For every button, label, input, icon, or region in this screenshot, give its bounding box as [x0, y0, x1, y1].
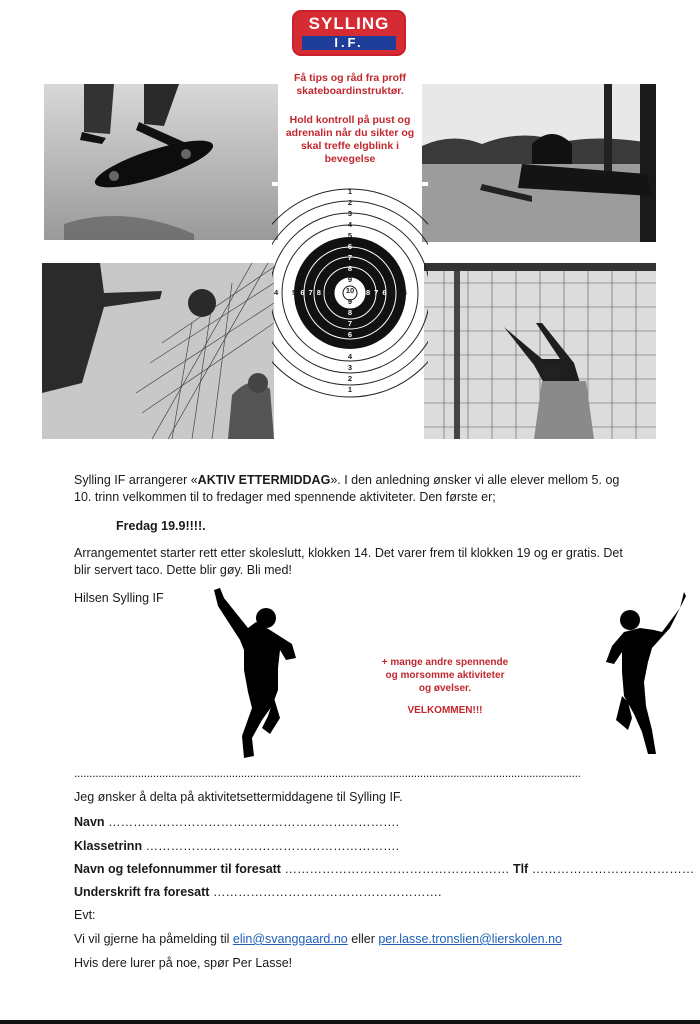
target-number: 4	[347, 352, 353, 361]
target-number: 8	[347, 264, 353, 273]
bottom-divider	[0, 1020, 700, 1024]
target-right-numbers	[366, 288, 407, 297]
extras-line-2: og morsomme aktiviteter	[385, 670, 505, 681]
target-number: 6	[347, 330, 353, 339]
grade-field[interactable]: …………………………………………………….	[145, 839, 400, 853]
signup-middle: eller	[351, 932, 375, 946]
questions-text: Hvis dere lurer på noe, spør Per Lasse!	[74, 956, 293, 970]
name-field[interactable]: …………………………………………………………….	[108, 815, 400, 829]
target-number: 6	[347, 242, 353, 251]
signup-row	[74, 932, 562, 946]
grade-row	[74, 839, 399, 853]
extras-text	[372, 656, 518, 717]
target-number: 10	[345, 286, 355, 295]
grade-label: Klassetrinn	[74, 839, 143, 853]
target-number: 8	[347, 308, 353, 317]
volleyball-photo	[42, 263, 274, 439]
event-name: AKTIV ETTERMIDDAG	[197, 473, 331, 487]
target-number: 9	[347, 297, 353, 306]
target-number: 1	[347, 385, 353, 394]
misc-label: Evt:	[74, 908, 96, 922]
target-number: 7	[347, 319, 353, 328]
target-vertical-numbers	[338, 186, 362, 395]
signature-row	[74, 885, 441, 899]
target-number: 7	[374, 288, 379, 297]
phone-label: Tlf	[512, 862, 529, 876]
target-number: 5	[390, 288, 395, 297]
welcome-text: VELKOMMEN!!!	[407, 705, 483, 716]
name-row	[74, 815, 399, 829]
target-number: 3	[347, 209, 353, 218]
email-link-per-lasse[interactable]: per.lasse.tronslien@lierskolen.no	[378, 932, 562, 946]
intro-suffix: ». I den anledning ønsker vi alle elever mellom 5. og 10. trinn velkommen til to fredager med spennende aktiviteter. Den første er;	[74, 473, 620, 504]
goalkeeper-photo	[424, 263, 656, 439]
logo-bottom-text: I.F.	[334, 35, 364, 50]
target-number: 4	[402, 288, 407, 297]
signature-label: Underskrift fra foresatt	[74, 885, 210, 899]
phone-field[interactable]: …………………………………	[531, 862, 695, 876]
target-number: 5	[292, 288, 297, 297]
intro-prefix: Sylling IF arrangerer «	[74, 473, 198, 487]
target-number: 4	[347, 220, 353, 229]
skateboard-photo	[44, 84, 278, 240]
extras-line-1: + mange andre spennende	[381, 657, 509, 668]
target-number: 6	[382, 288, 387, 297]
promo-shooting-text: Hold kontroll på pust og adrenalin når du sikter og skal treffe elgblink i bevegelse	[285, 114, 415, 165]
form-intro: Jeg ønsker å delta på aktivitetsettermiddagene til Sylling IF.	[74, 790, 403, 804]
event-date: Fredag 19.9!!!!.	[116, 519, 206, 533]
runner-silhouette-left	[208, 588, 300, 760]
target-number: 8	[316, 288, 321, 297]
email-link-elin[interactable]: elin@svanggaard.no	[232, 932, 348, 946]
cut-line: .......................................................................................................................................................................	[74, 766, 581, 780]
guardian-row	[74, 862, 694, 876]
guardian-field[interactable]: ………………………………………………	[284, 862, 510, 876]
details-paragraph: Arrangementet starter rett etter skoleslutt, klokken 14. Det varer frem til klokken 19 og er gratis. Det blir servert taco. Dette blir gøy. Bli med!	[74, 546, 623, 577]
shooting-photo	[422, 84, 656, 242]
promo-skate-text: Få tips og råd fra proff skateboardinstruktør.	[293, 72, 406, 97]
guardian-label: Navn og telefonnummer til foresatt	[74, 862, 281, 876]
extras-line-3: og øvelser.	[418, 683, 472, 694]
target-number: 9	[347, 275, 353, 284]
logo-top-text: SYLLING	[308, 14, 390, 33]
target-number: 7	[347, 253, 353, 262]
sylling-if-logo	[292, 10, 406, 56]
shooting-target	[272, 182, 428, 404]
signup-prefix: Vi vil gjerne ha påmelding til	[74, 932, 230, 946]
target-number: 2	[347, 374, 353, 383]
intro-paragraph	[74, 472, 634, 506]
target-number: 8	[366, 288, 371, 297]
greeting: Hilsen Sylling IF	[74, 591, 164, 605]
target-number: 5	[347, 341, 353, 350]
target-number: 7	[308, 288, 313, 297]
target-number: 3	[347, 363, 353, 372]
target-number: 6	[300, 288, 305, 297]
target-number: 5	[347, 231, 353, 240]
target-number: 4	[274, 288, 279, 297]
target-number: 2	[347, 198, 353, 207]
runner-silhouette-right	[600, 592, 690, 760]
target-left-numbers	[274, 288, 321, 297]
target-number: 1	[347, 187, 353, 196]
name-label: Navn	[74, 815, 105, 829]
signature-field[interactable]: ……………………………………………….	[212, 885, 442, 899]
